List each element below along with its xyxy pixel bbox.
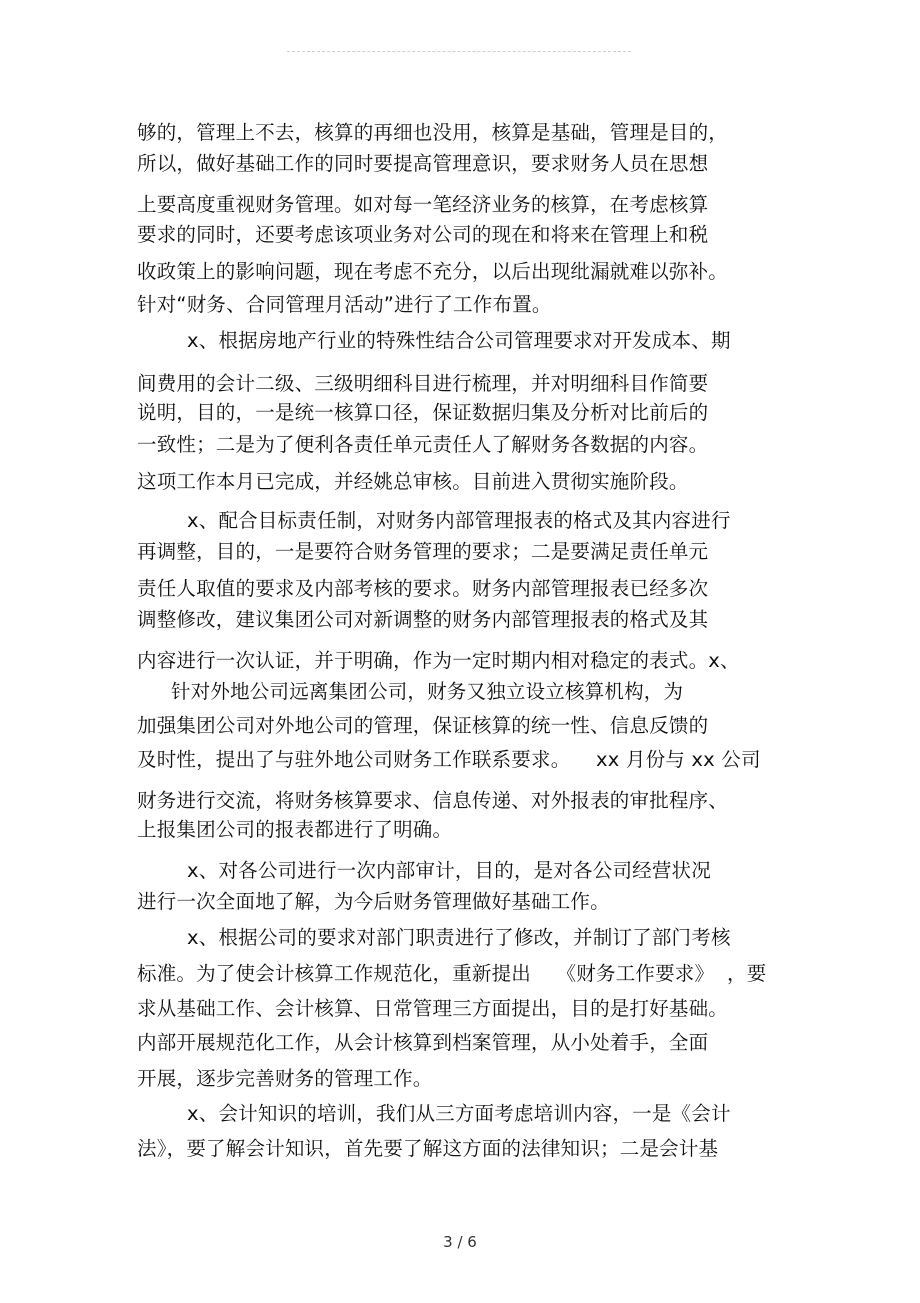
- text-line: x、对各公司进行一次内部审计，目的，是对各公司经营状况: [187, 859, 711, 882]
- text-line: 责任人取值的要求及内部考核的要求。财务内部管理报表已经多次: [137, 577, 709, 600]
- text-line: 财务进行交流，将财务核算要求、信息传递、对外报表的审批程序、: [137, 789, 729, 812]
- text-line: 上要高度重视财务管理。如对每一笔经济业务的核算，在考虑核算: [137, 193, 709, 216]
- text-line: x、会计知识的培训，我们从三方面考虑培训内容，一是《会计: [187, 1102, 731, 1125]
- text-line: 所以，做好基础工作的同时要提高管理意识，要求财务人员在思想: [137, 152, 709, 175]
- text-line: 加强集团公司对外地公司的管理，保证核算的统一性、信息反馈的: [137, 714, 709, 737]
- text-line: x、根据公司的要求对部门职责进行了修改，并制订了部门考核: [187, 926, 731, 949]
- text-line: 及时性，提出了与驻外地公司财务工作联系要求。 xx 月份与 xx 公司: [137, 748, 761, 771]
- text-line: 调整修改，建议集团公司对新调整的财务内部管理报表的格式及其: [137, 608, 709, 631]
- text-line: 这项工作本月已完成，并经姚总审核。目前进入贯彻实施阶段。: [137, 470, 689, 493]
- text-line: 进行一次全面地了解，为今后财务管理做好基础工作。: [137, 890, 610, 913]
- text-line: 标准。为了使会计核算工作规范化，重新提出 《财务工作要求》 ，要: [137, 962, 767, 985]
- text-line: 内容进行一次认证，并于明确，作为一定时期内相对稳定的表式。x、: [137, 649, 740, 672]
- text-line: 间费用的会计二级、三级明细科目进行梳理，并对明细科目作简要: [137, 372, 709, 395]
- header-divider: [287, 51, 631, 52]
- text-line: 法》，要了解会计知识，首先要了解这方面的法律知识；二是会计基: [137, 1137, 719, 1160]
- text-line: 再调整，目的，一是要符合财务管理的要求；二是要满足责任单元: [137, 540, 709, 563]
- text-line: 针对“财务、合同管理月活动”进行了工作布置。: [137, 293, 552, 316]
- text-line: 求从基础工作、会计核算、日常管理三方面提出，目的是打好基础。: [137, 997, 729, 1020]
- text-line: 一致性；二是为了便利各责任单元责任人了解财务各数据的内容。: [137, 433, 709, 456]
- page-number: 3 / 6: [443, 1233, 477, 1251]
- text-line: x、根据房地产行业的特殊性结合公司管理要求对开发成本、期: [187, 329, 731, 352]
- text-line: 够的，管理上不去，核算的再细也没用，核算是基础，管理是目的，: [137, 121, 729, 144]
- text-line: 上报集团公司的报表都进行了明确。: [137, 818, 453, 841]
- text-line: 说明，目的，一是统一核算口径，保证数据归集及分析对比前后的: [137, 401, 709, 424]
- text-line: 收政策上的影响问题，现在考虑不充分，以后出现纰漏就难以弥补。: [137, 260, 729, 283]
- text-line: 开展，逐步完善财务的管理工作。: [137, 1067, 433, 1090]
- text-line: 要求的同时，还要考虑该项业务对公司的现在和将来在管理上和税: [137, 223, 709, 246]
- text-line: 针对外地公司远离集团公司，财务又独立设立核算机构，为: [171, 680, 684, 703]
- text-line: 内部开展规范化工作，从会计核算到档案管理，从小处着手，全面: [137, 1031, 709, 1054]
- text-line: x、配合目标责任制，对财务内部管理报表的格式及其内容进行: [187, 509, 731, 532]
